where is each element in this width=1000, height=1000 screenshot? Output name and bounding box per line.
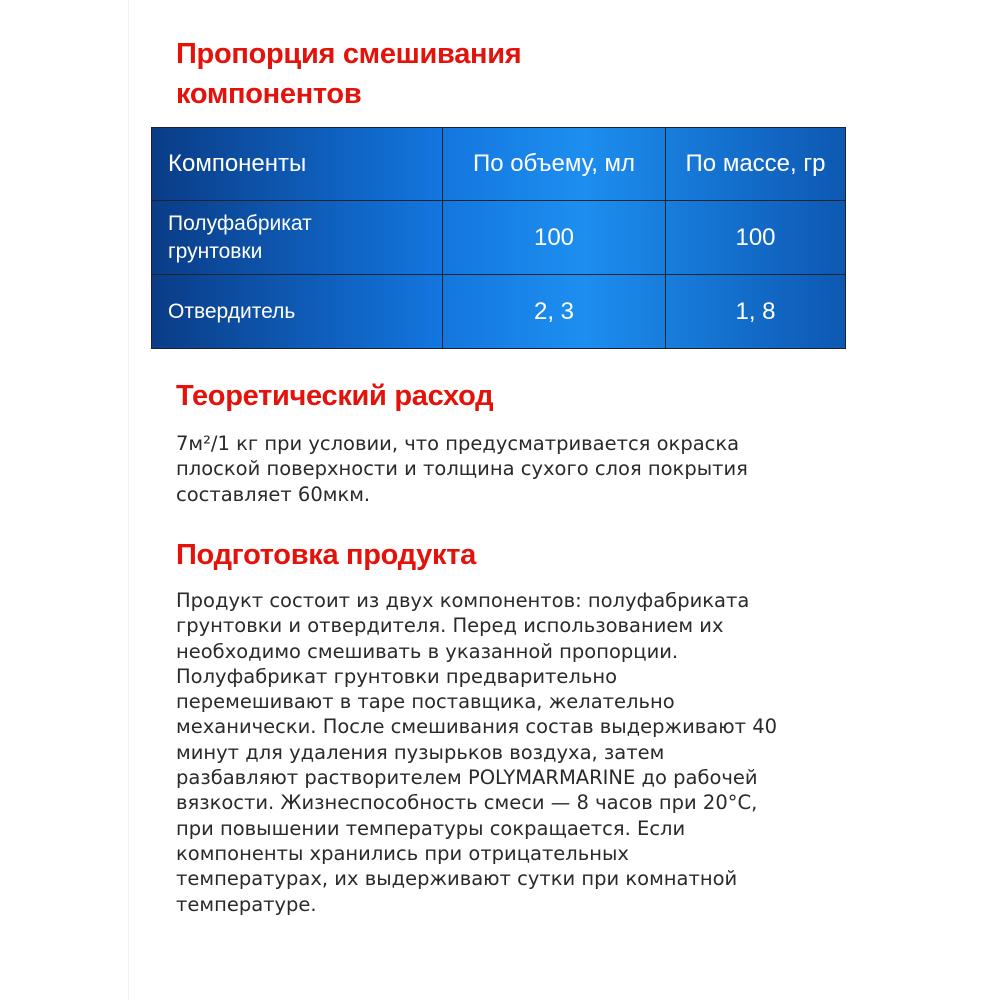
header-components: Компоненты bbox=[152, 128, 443, 201]
table-row bbox=[152, 275, 846, 349]
header-by-volume: По объему, мл bbox=[443, 128, 666, 201]
header-by-mass: По массе, гр bbox=[666, 128, 846, 201]
left-margin-strip bbox=[0, 0, 129, 1000]
cell-volume: 2, 3 bbox=[443, 275, 666, 349]
preparation-text: Продукт состоит из двух компонентов: полуфабриката грунтовки и отвердителя. Перед использованием их необходимо смешивать в указанной пропорции. Полуфабрикат грунтовки предварительно перемешивают в таре поставщика, желательно механически. После смешивания состав выдерживают 40 минут для удаления пузырьков воздуха, затем разбавляют растворителем POLYMARMARINE до рабочей вязкости. Жизнеспособность смеси — 8 часов при 20°C, при повышении температуры сокращается. Если компоненты хранились при отрицательных температурах, их выдерживают сутки при комнатной температуре. bbox=[176, 589, 778, 916]
cell-component-name: Полуфабрикат грунтовки bbox=[152, 201, 443, 275]
heading-theoretical-consumption: Теоретический расход bbox=[176, 380, 494, 412]
consumption-text: 7м²/1 кг при условии, что предусматривается окраска плоской поверхности и толщина сухого слоя покрытия составляет 60мкм. bbox=[176, 432, 748, 506]
table-header-row bbox=[152, 128, 846, 201]
cell-component-name: Отвердитель bbox=[152, 275, 443, 349]
heading-mixing-proportion: Пропорция смешивания компонентов bbox=[176, 38, 522, 110]
cell-mass: 100 bbox=[666, 201, 846, 275]
cell-mass: 1, 8 bbox=[666, 275, 846, 349]
heading-product-preparation: Подготовка продукта bbox=[176, 539, 476, 571]
cell-volume: 100 bbox=[443, 201, 666, 275]
mixing-proportion-table bbox=[151, 127, 846, 349]
table-row bbox=[152, 201, 846, 275]
